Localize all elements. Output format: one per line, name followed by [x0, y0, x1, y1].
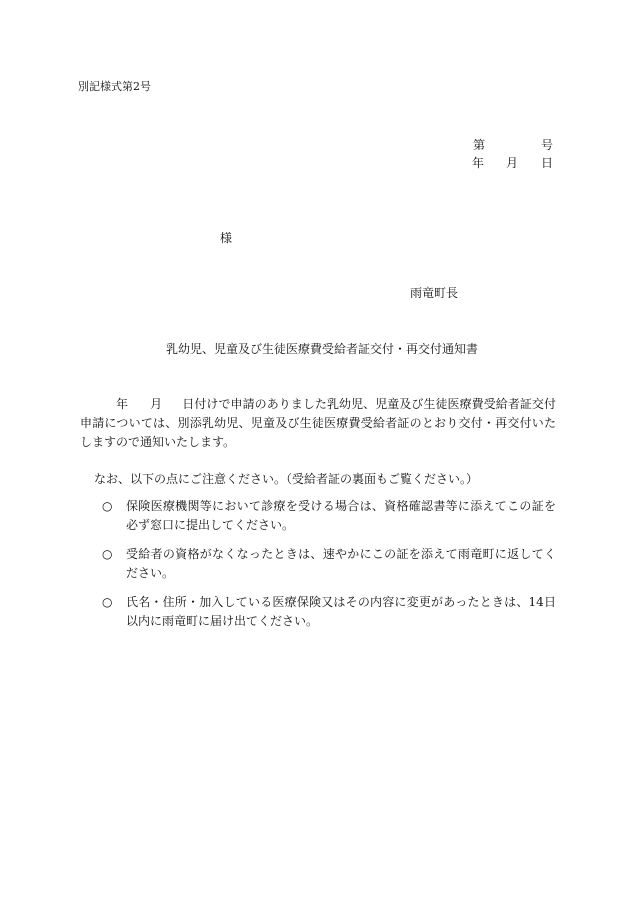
form-number: 別記様式第2号	[78, 80, 151, 93]
addressee-suffix: 様	[220, 231, 233, 245]
document-title: 乳幼児、児童及び生徒医療費受給者証交付・再交付通知書	[166, 342, 479, 356]
date-day: 日	[541, 156, 554, 170]
note-text: 氏名・住所・加入している医療保険又はその内容に変更があったときは、14日以内に雨竜町に届け出てください。	[126, 595, 556, 628]
list-item	[80, 497, 556, 535]
note-text: 保険医療機関等において診療を受ける場合は、資格確認書等に添えてこの証を必ず窓口に提出してください。	[126, 499, 556, 532]
circle-marker: ○	[102, 595, 113, 609]
issuer: 雨竜町長	[410, 286, 459, 300]
date-year: 年	[472, 156, 485, 170]
notes-list	[80, 497, 556, 641]
note-text: 受給者の資格がなくなったときは、速やかにこの証を添えて雨竜町に返してください。	[126, 547, 556, 580]
body-text: 日付けで申請のありました乳幼児、児童及び生徒医療費受給者証交付申請については、別添乳幼児、児童及び生徒医療費受給者証のとおり交付・再交付いたしますので通知いたします。	[80, 397, 556, 449]
reference-dai: 第	[473, 138, 486, 152]
body-paragraph	[80, 395, 556, 452]
circle-marker: ○	[102, 499, 113, 513]
circle-marker: ○	[102, 547, 113, 561]
body-year: 年	[116, 397, 129, 411]
list-item	[80, 545, 556, 583]
list-item	[80, 593, 556, 631]
date-month: 月	[506, 156, 519, 170]
reference-gou: 号	[541, 138, 554, 152]
body-month: 月	[150, 397, 163, 411]
note-intro: なお、以下の点にご注意ください。（受給者証の裏面もご覧ください。）	[94, 472, 479, 486]
